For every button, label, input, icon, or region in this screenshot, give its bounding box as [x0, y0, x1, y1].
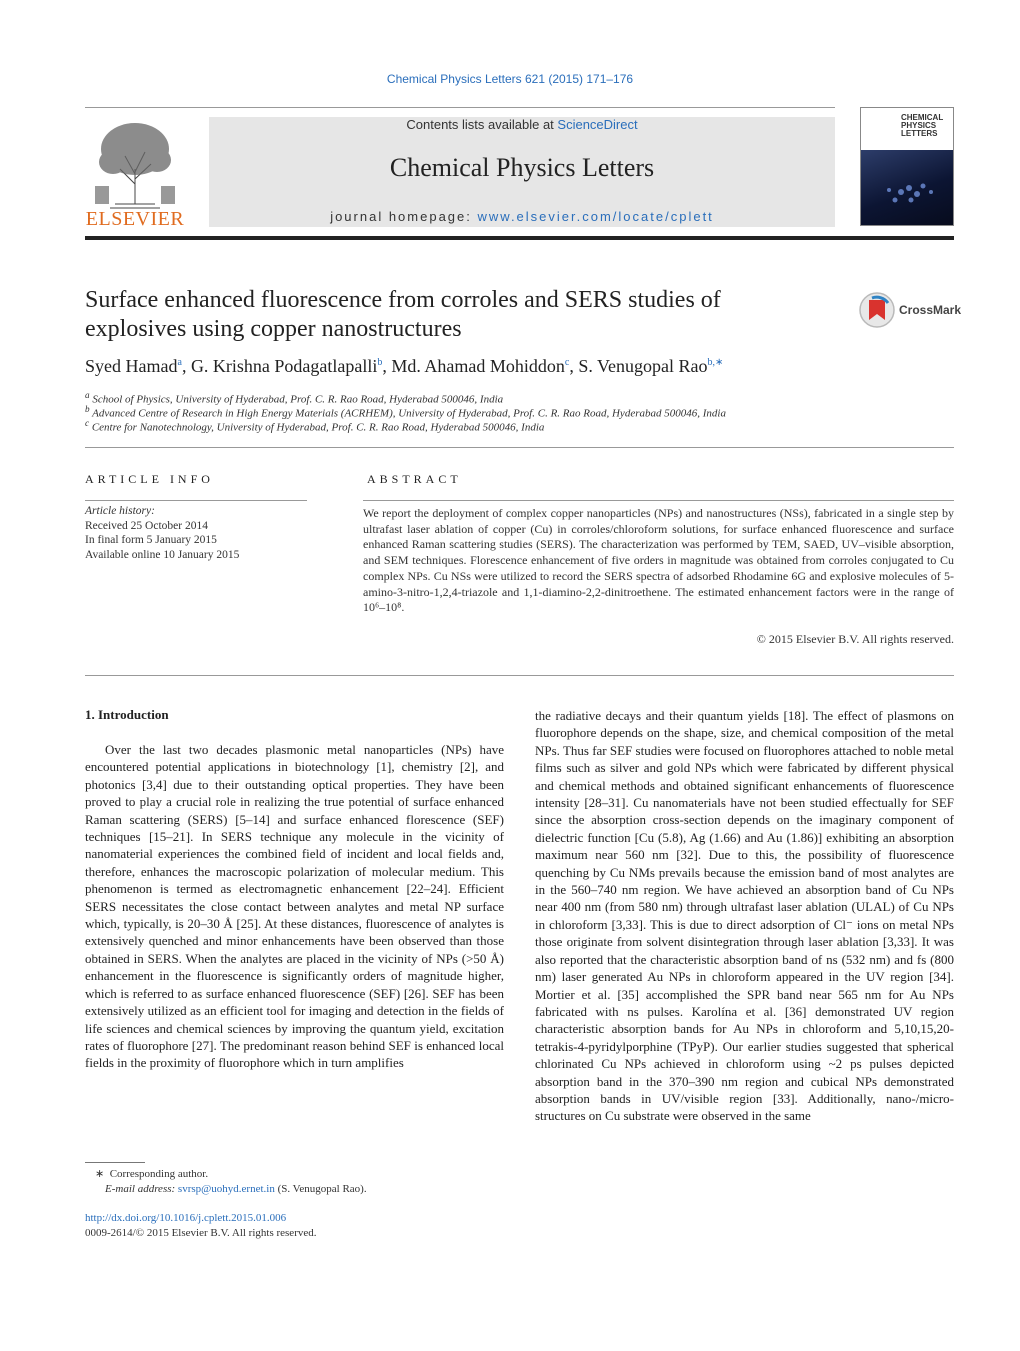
body-column-left: Over the last two decades plasmonic metal nanoparticles (NPs) have encountered potential applications in biotechnology [1], chemistry [2], and photonics [3,4] due to their outstanding optical properties. They have been proved to play a crucial role in realizing the true potential of surface enhanced Raman scattering (SERS) [5–14] and surface enhanced florescence (SEF) techniques [15–21]. In SERS technique any molecule in the vicinity of nanomaterial experiences the combined field of incident and local fields and, therefore, enhances the macroscopic polarization of molecular medium. This phenomenon is termed as electromagnetic enhancement [22–24]. Efficient SERS necessitates the close contact between analytes and metal NP surface which, typically, is 20–30 Å [25]. At these distances, fluorescence of analytes is extensively quenched and minor enhancements have been observed than those obtained in SERS. When the analytes are placed in the vicinity of NPs (>50 Å) enhancement in the fluorescence is significantly orders of magnitude higher, which is referred to as surface enhanced fluorescence (SEF) [26]. SEF has been extensively utilized as an efficient tool for imaging and detection in the fields of life sciences and chemical sciences by improving the quantum yield, excitation rates of fluorophore [27]. The predominant reason behind SEF is enhanced local fields in the proximity of fluorophore which in turn amplifies — [85, 742, 504, 1071]
affiliation-mark: b — [85, 404, 90, 414]
author-name[interactable]: Syed Hamad — [85, 356, 178, 376]
sciencedirect-link[interactable]: ScienceDirect — [557, 117, 638, 132]
abstract-heading: ABSTRACT — [367, 472, 462, 486]
author-list — [85, 356, 955, 377]
journal-cover[interactable] — [860, 107, 954, 226]
section-heading: 1. Introduction — [85, 707, 169, 722]
contents-prefix: Contents lists available at — [406, 117, 558, 132]
journal-title: Chemical Physics Letters — [389, 153, 655, 182]
top-divider — [85, 107, 835, 108]
history-label: Article history: — [85, 505, 155, 517]
author-separator: , — [569, 356, 579, 376]
divider — [85, 447, 954, 448]
email-link[interactable]: svrsp@uohyd.ernet.in — [177, 1183, 275, 1195]
cover-molecule-icon — [861, 150, 953, 226]
homepage-line — [209, 209, 835, 224]
footnote — [95, 1167, 515, 1197]
abstract-text: We report the deployment of complex copper nanoparticles (NPs) and nanostructures (NSs), fabricated in a single step by ultrafast laser ablation of copper (Cu) in corroles/chloroform solutions, for surface enhanced fluorescence and surface enhanced Raman scattering studies (SERS). The characterization was performed by TEM, SAED, UV–visible absorption, and SEM techniques. Florescence enhancement of five orders in magnitude was obtained from corroles conjugated to Cu complex NPs. Cu NSs were utilized to record the SERS spectra of adsorbed Rhodamine 6G and explosive molecules of 5-amino-3-nitro-1,2,4-triazole and 1,1-diamino-2,2-dinitroethene. The estimated enhancement factors were in the range of 10⁶–10⁸. — [363, 506, 954, 615]
homepage-prefix: journal homepage: — [330, 209, 478, 224]
article-info-heading: ARTICLE INFO — [85, 472, 214, 486]
article-history — [85, 504, 307, 562]
divider — [363, 500, 954, 501]
affiliation-text: Centre for Nanotechnology, University of Hyderabad, Prof. C. R. Rao Road, Hyderabad 500046, India — [91, 421, 545, 434]
cover-title: CHEMICAL PHYSICS LETTERS — [901, 113, 944, 138]
homepage-link[interactable]: www.elsevier.com/locate/cplett — [477, 209, 714, 224]
publisher-name: ELSEVIER — [85, 208, 185, 230]
doi-block — [85, 1211, 505, 1241]
divider — [85, 675, 954, 676]
author-name[interactable]: Md. Ahamad Mohiddon — [391, 356, 565, 376]
affiliation-text: Advanced Centre of Research in High Energy Materials (ACRHEM), University of Hyderabad, Prof. C. R. Rao Road, Hyderabad 500046, India — [92, 407, 726, 420]
author-affiliation-mark[interactable]: a — [177, 357, 182, 368]
email-label: E-mail address: — [105, 1183, 178, 1195]
body-column-right: the radiative decays and their quantum yields [18]. The effect of plasmons on fluorophore depends on the shape, size, and chemical composition of the metal NPs. Thus far SEF studies were focused on fluorophores attached to noble metal films such as silver and gold NPs which were fabricated by different physical and chemical methods and obtained significant enhancements of fluorescence intensity [28–31]. Cu nanomaterials have not been studied effectually for SEF since the absorption cross-section depends on the imaginary component of dielectric function [Cu (5.8), Ag (1.66) and Au (1.86)] exhibiting an absorption maximum near 560 nm [32]. Due to this, the possibility of fluorescence quenching by Cu NMs prevails because the emission band of most analytes are in the 560–740 nm region. We have achieved an absorption band of Cu NPs near 400 nm (from 580 nm) through ultrafast laser ablation (ULAL) of Cu NPs in chloroform [3,33]. This is due to direct adsorption of Cl⁻ ions on metal NPs those originate from solvent disintegration through laser ablation [3,33]. It was also reported that the characteristic absorption band of ns (532 nm) and fs (800 nm) laser generated Au NPs in chloroform appeared in the UV region [34]. Mortier et al. [35] accomplished the SPR band near 565 nm for Au NPs fabricated with ns pulses. Karolína et al. [36] demonstrated UV region characteristic absorption bands for Au NPs in chloroform and 5,10,15,20-tetrakis-4-pyridylporphine (TPyP). Our earlier studies suggested that spherical chlorinated Cu NPs achieved in chloroform using ~2 ps pulses depicted absorption band in the 370–390 nm region and cubical NPs demonstrated absorption bands in UV/visible region [33]. Additionally, nano-/micro-structures on Cu substrate were observed in the same — [535, 708, 954, 1124]
author-affiliation-mark[interactable]: b — [377, 357, 383, 368]
author-separator: , — [382, 356, 392, 376]
doi-link[interactable]: http://dx.doi.org/10.1016/j.cplett.2015.01.006 — [85, 1212, 287, 1224]
author-separator: , — [181, 356, 191, 376]
affiliation — [85, 418, 955, 434]
online-date: Available online 10 January 2015 — [85, 548, 240, 561]
author-name[interactable]: G. Krishna Podagatlapalli — [190, 356, 378, 376]
abstract-copyright: © 2015 Elsevier B.V. All rights reserved. — [756, 632, 954, 646]
crossmark-label[interactable]: CrossMark — [899, 303, 962, 317]
header-rule — [85, 236, 954, 240]
author-affiliation-mark[interactable]: c — [564, 357, 570, 368]
footnote-rule — [85, 1162, 145, 1163]
received-date: Received 25 October 2014 — [85, 519, 208, 532]
cover-image — [861, 150, 953, 226]
footnote-star: ∗ — [95, 1168, 105, 1180]
author-name[interactable]: S. Venugopal Rao — [578, 356, 708, 376]
corresponding-author: Corresponding author. — [109, 1168, 209, 1180]
article-title: Surface enhanced fluorescence from corroles and SERS studies of explosives using copper nanostructures — [85, 287, 721, 342]
journal-reference[interactable]: Chemical Physics Letters 621 (2015) 171–176 — [386, 72, 634, 86]
affiliation-text: School of Physics, University of Hyderabad, Prof. C. R. Rao Road, Hyderabad 500046, India — [92, 393, 504, 406]
affiliation-mark: a — [85, 390, 90, 400]
issn-line: 0009-2614/© 2015 Elsevier B.V. All rights reserved. — [85, 1227, 317, 1239]
contents-line — [209, 117, 835, 132]
author-affiliation-mark[interactable]: b,∗ — [707, 357, 724, 368]
divider — [85, 500, 307, 501]
final-form-date: In final form 5 January 2015 — [85, 534, 217, 546]
affiliation-mark: c — [85, 418, 90, 428]
email-suffix: (S. Venugopal Rao). — [274, 1183, 367, 1195]
